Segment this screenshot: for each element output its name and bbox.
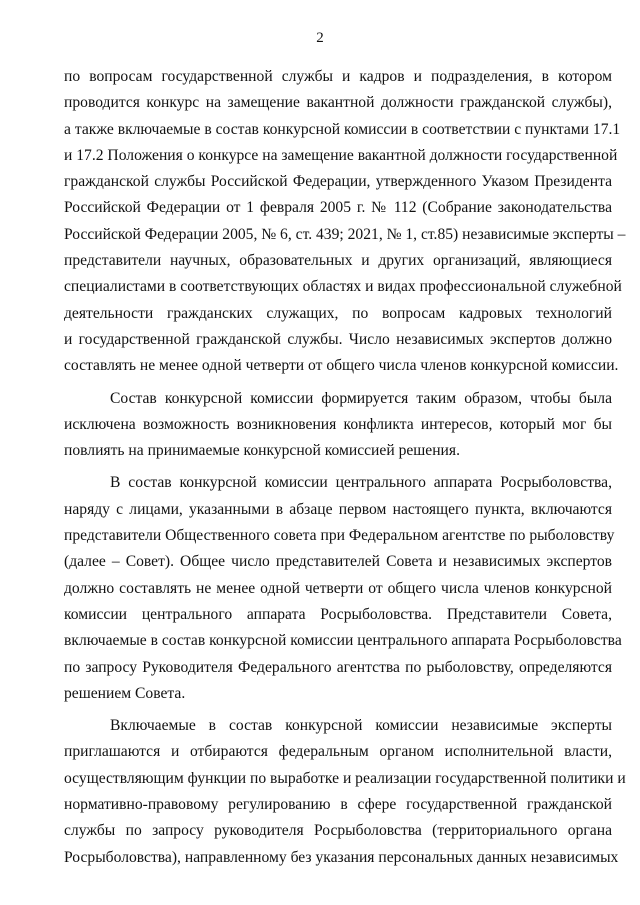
text-line: включаемые в состав конкурсной комиссии центрального аппарата Росрыболовства <box>64 632 622 650</box>
text-line: повлиять на принимаемые конкурсной комиссией решения. <box>64 442 460 460</box>
text-line: составлять не менее одной четверти от общего числа членов конкурсной комиссии. <box>64 357 619 375</box>
paragraph <box>64 386 612 465</box>
text-line: приглашаются и отбираются федеральным органом исполнительной власти, <box>64 743 612 761</box>
text-line: а также включаемые в состав конкурсной комиссии в соответствии с пунктами 17.1 <box>64 120 621 138</box>
text-line: и 17.2 Положения о конкурсе на замещение вакантной должности государственной <box>64 146 618 164</box>
document-body <box>64 64 626 877</box>
text-line: комиссии центрального аппарата Росрыболовства. Представители Совета, <box>64 605 612 623</box>
paragraph <box>64 64 626 380</box>
text-line: наряду с лицами, указанными в абзаце первом настоящего пункта, включаются <box>64 500 612 518</box>
text-line: нормативно-правовому регулированию в сфере государственной гражданской <box>64 796 612 814</box>
text-line: специалистами в соответствующих областях и видах профессиональной служебной <box>64 278 622 296</box>
text-line: Российской Федерации 2005, № 6, ст. 439; 2021, № 1, ст.85) независимые эксперты – <box>64 225 626 243</box>
text-line: В состав конкурсной комиссии центрального аппарата Росрыболовства, <box>110 474 612 492</box>
text-line: по запросу Руководителя Федерального агентства по рыболовству, определяются <box>64 658 612 676</box>
text-line: проводится конкурс на замещение вакантной должности гражданской службы), <box>64 94 612 112</box>
text-line: службы по запросу руководителя Росрыболовства (территориального органа <box>64 822 612 840</box>
text-line: и государственной гражданской службы. Число независимых экспертов должно <box>64 330 612 348</box>
text-line: деятельности гражданских служащих, по вопросам кадровых технологий <box>64 304 612 322</box>
text-line: по вопросам государственной службы и кадров и подразделения, в котором <box>64 68 612 85</box>
page-number: 2 <box>316 30 324 46</box>
text-line: Российской Федерации от 1 февраля 2005 г. № 112 (Собрание законодательства <box>64 199 612 217</box>
text-line: осуществляющим функции по выработке и реализации государственной политики и <box>64 769 626 787</box>
text-line: (далее – Совет). Общее число представителей Совета и независимых экспертов <box>64 553 612 571</box>
text-line: Росрыболовства), направленному без указания персональных данных независимых <box>64 848 619 866</box>
text-line: представители научных, образовательных и других организаций, являющиеся <box>64 252 612 270</box>
text-line: представители Общественного совета при Федеральном агентстве по рыболовству <box>64 527 615 545</box>
text-line: гражданской службы Российской Федерации, утвержденного Указом Президента <box>64 173 612 191</box>
paragraph <box>64 713 626 871</box>
text-line: Состав конкурсной комиссии формируется таким образом, чтобы была <box>110 389 612 407</box>
paragraph <box>64 470 622 707</box>
text-line: Включаемые в состав конкурсной комиссии независимые эксперты <box>110 717 612 735</box>
text-line: должно составлять не менее одной четверти от общего числа членов конкурсной <box>64 579 612 597</box>
text-line: решением Совета. <box>64 684 186 702</box>
text-line: исключена возможность возникновения конфликта интересов, который мог бы <box>64 415 612 433</box>
